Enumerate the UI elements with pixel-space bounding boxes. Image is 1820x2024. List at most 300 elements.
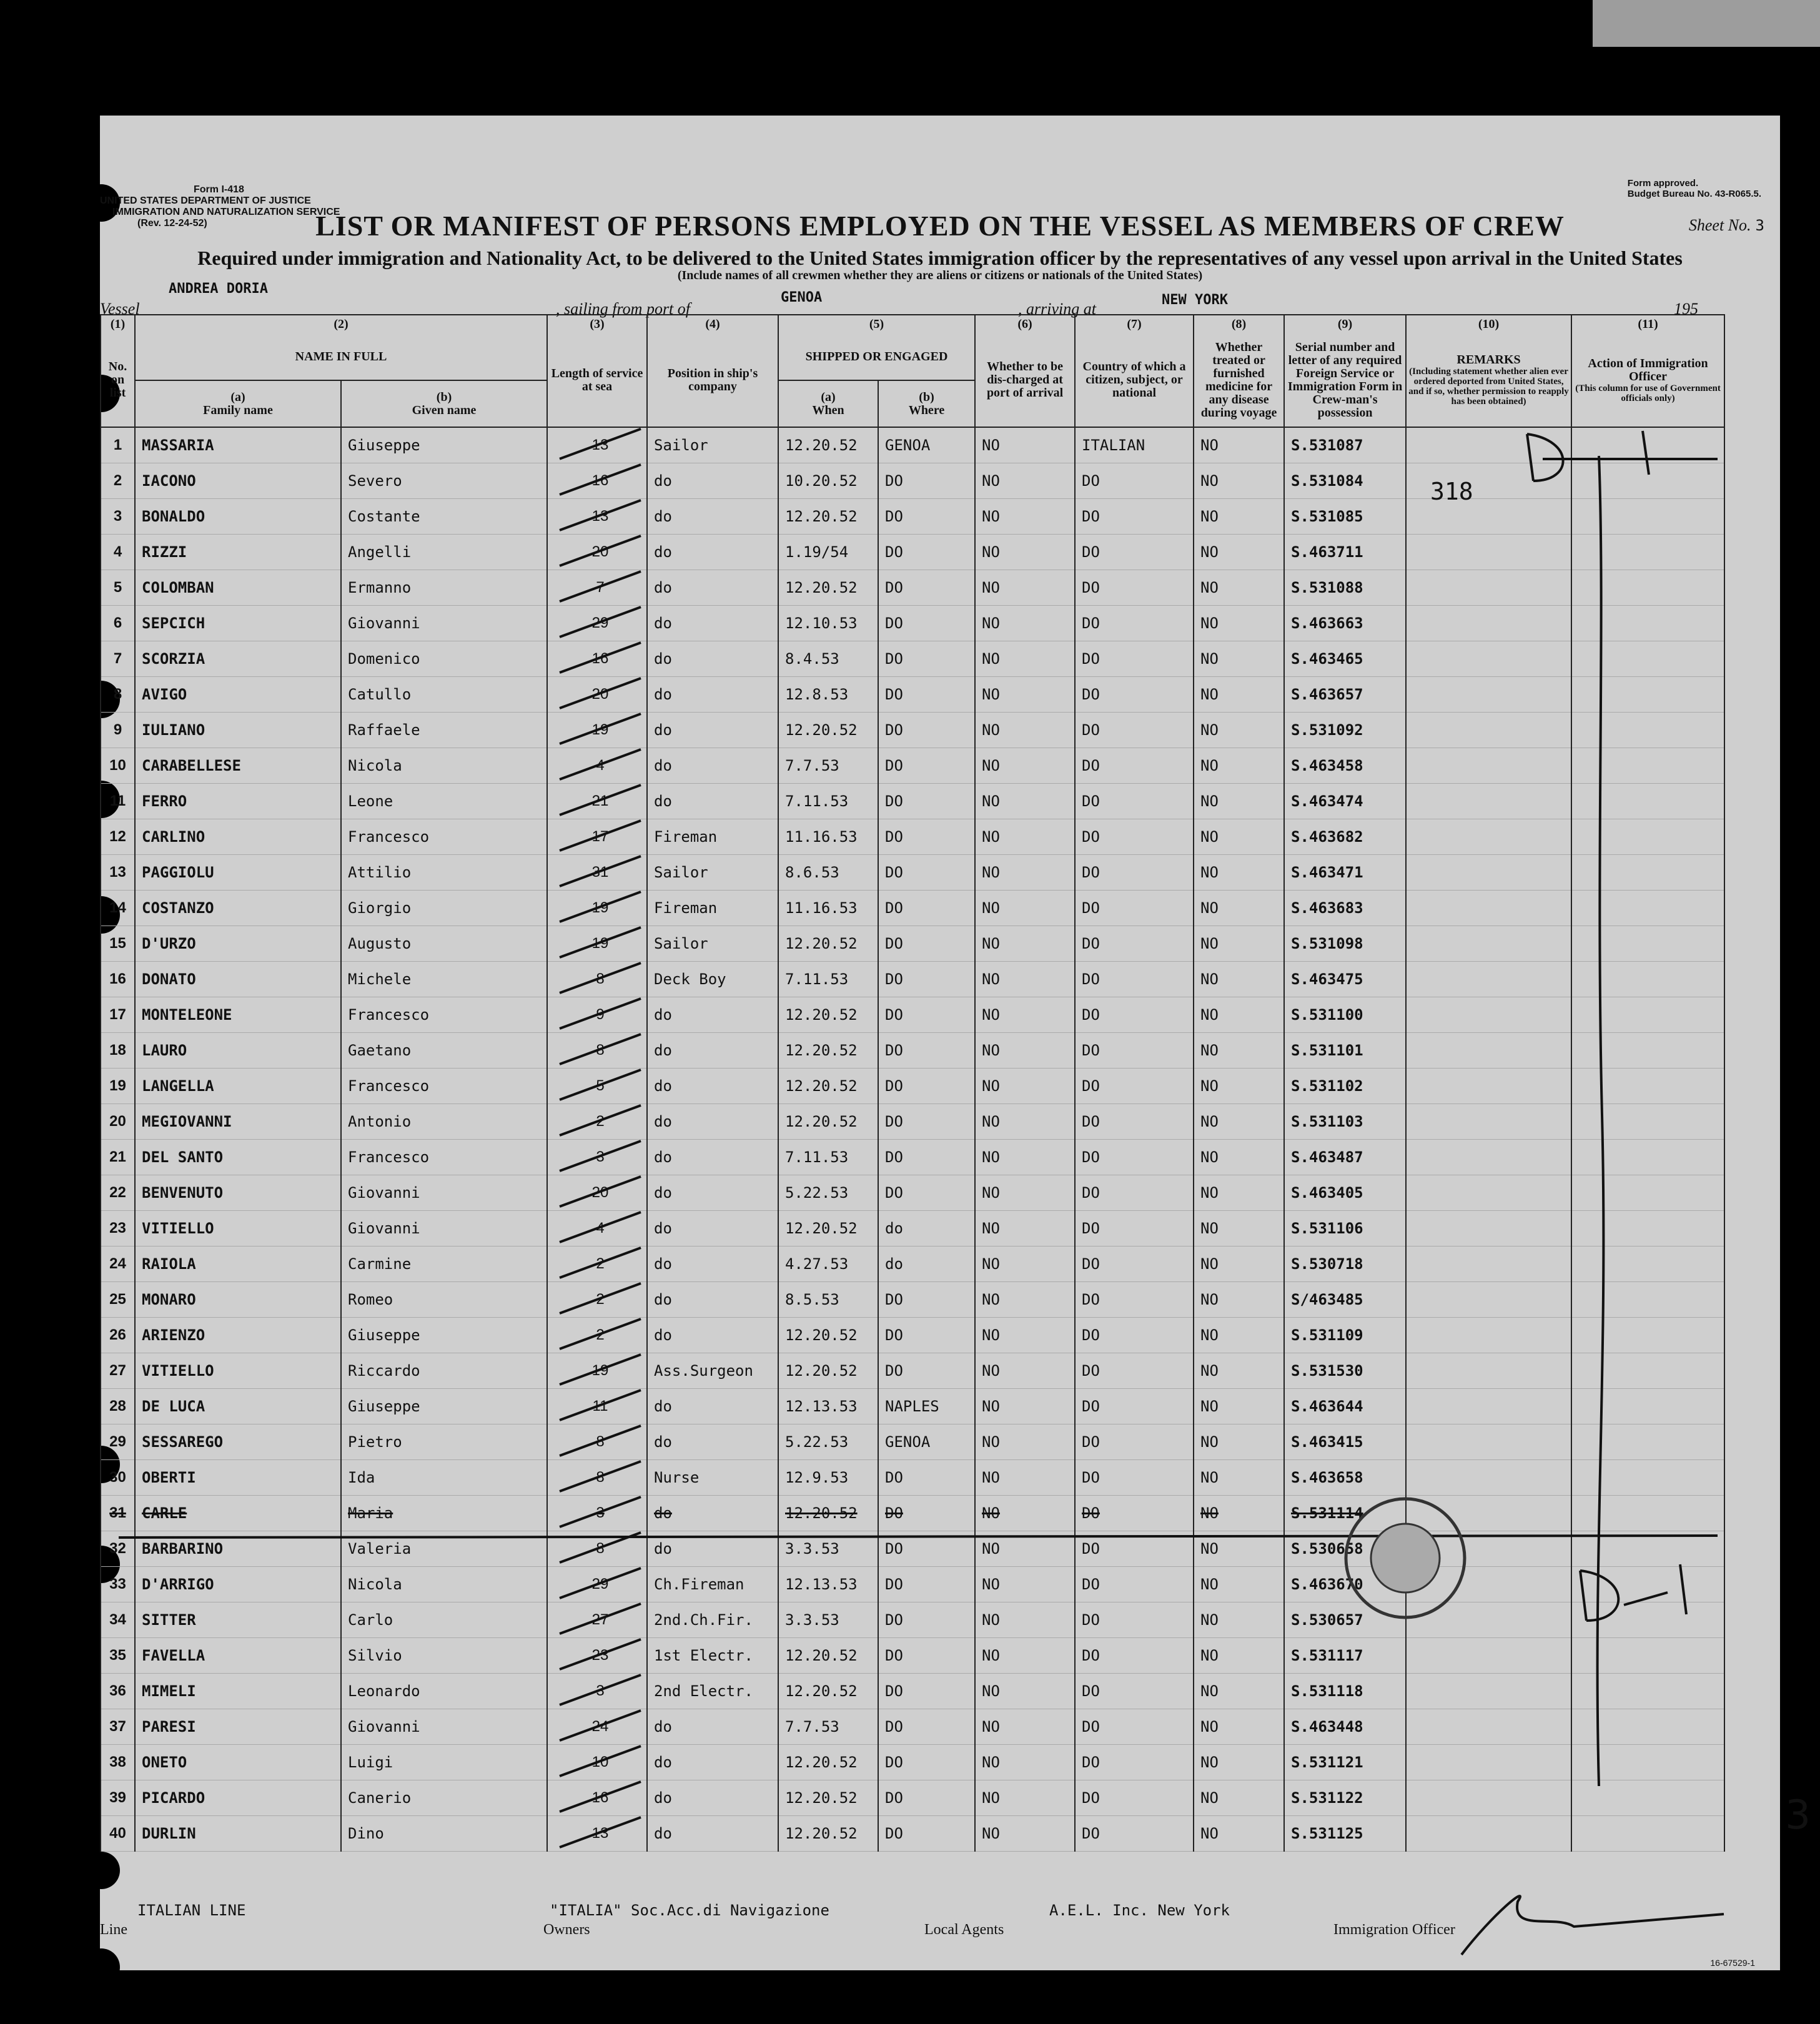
shipped-where: DO <box>878 1175 975 1211</box>
serial-number: S.463711 <box>1284 535 1406 570</box>
length-of-service: 3 <box>547 1140 647 1175</box>
crew-table <box>100 314 1725 1852</box>
remarks-cell <box>1406 606 1571 641</box>
given-name: Giovanni <box>341 1175 547 1211</box>
shipped-where: DO <box>878 1140 975 1175</box>
vessel-label: Vessel <box>100 300 140 318</box>
length-of-service: 8 <box>547 962 647 997</box>
row-number: 14 <box>101 891 135 926</box>
discharged: NO <box>975 1567 1075 1602</box>
remarks-cell <box>1406 1531 1571 1567</box>
shipped-when: 12.20.52 <box>778 1353 878 1389</box>
row-number: 31 <box>101 1496 135 1531</box>
country: DO <box>1075 1175 1194 1211</box>
given-name: Gaetano <box>341 1033 547 1069</box>
shipped-when: 12.8.53 <box>778 677 878 713</box>
treated: NO <box>1194 713 1284 748</box>
position: do <box>647 713 778 748</box>
position: do <box>647 997 778 1033</box>
country: DO <box>1075 819 1194 855</box>
given-name: Giovanni <box>341 1211 547 1246</box>
serial-number: S.530718 <box>1284 1246 1406 1282</box>
table-row <box>101 784 1724 819</box>
table-row <box>101 606 1724 641</box>
given-name: Augusto <box>341 926 547 962</box>
table-row <box>101 1353 1724 1389</box>
header-serial-number: Serial number and letter of any required Foreign Service or Immigration Form in Crew-man's possession <box>1284 333 1406 427</box>
given-name: Giuseppe <box>341 1318 547 1353</box>
shipped-when: 3.3.53 <box>778 1531 878 1567</box>
family-name: COSTANZO <box>135 891 341 926</box>
country: DO <box>1075 1460 1194 1496</box>
family-name: DE LUCA <box>135 1389 341 1424</box>
treated: NO <box>1194 1282 1284 1318</box>
col-num-11: (11) <box>1571 315 1724 333</box>
position: do <box>647 1816 778 1852</box>
remarks-cell <box>1406 1175 1571 1211</box>
remarks-cell <box>1406 713 1571 748</box>
col-num-6: (6) <box>975 315 1075 333</box>
length-of-service: 8 <box>547 1531 647 1567</box>
action-cell <box>1571 1531 1724 1567</box>
family-name: MEGIOVANNI <box>135 1104 341 1140</box>
discharged: NO <box>975 962 1075 997</box>
row-number: 38 <box>101 1745 135 1780</box>
remarks-cell <box>1406 997 1571 1033</box>
row-number: 19 <box>101 1069 135 1104</box>
remarks-cell <box>1406 748 1571 784</box>
shipped-where: do <box>878 1211 975 1246</box>
row-number: 29 <box>101 1424 135 1460</box>
family-name: MONARO <box>135 1282 341 1318</box>
serial-number: S.463465 <box>1284 641 1406 677</box>
treated: NO <box>1194 855 1284 891</box>
given-name: Giorgio <box>341 891 547 926</box>
remarks-cell <box>1406 962 1571 997</box>
row-number: 7 <box>101 641 135 677</box>
table-row <box>101 1709 1724 1745</box>
row-number: 32 <box>101 1531 135 1567</box>
country: DO <box>1075 1780 1194 1816</box>
serial-number: S.463475 <box>1284 962 1406 997</box>
row-number: 13 <box>101 855 135 891</box>
action-cell <box>1571 1638 1724 1674</box>
service-name: IMMIGRATION AND NATURALIZATION SERVICE <box>112 207 340 217</box>
serial-number: S.531103 <box>1284 1104 1406 1140</box>
treated: NO <box>1194 1460 1284 1496</box>
position: do <box>647 1175 778 1211</box>
col-num-8: (8) <box>1194 315 1284 333</box>
shipped-when: 12.20.52 <box>778 1674 878 1709</box>
action-cell <box>1571 1709 1724 1745</box>
table-row <box>101 1175 1724 1211</box>
serial-number: S.463683 <box>1284 891 1406 926</box>
shipped-when: 12.20.52 <box>778 1033 878 1069</box>
action-cell <box>1571 1389 1724 1424</box>
discharged: NO <box>975 463 1075 499</box>
crew-rows <box>101 427 1724 1852</box>
header-treated: Whether treated or furnished medicine for any disease during voyage <box>1194 333 1284 427</box>
shipped-when: 12.20.52 <box>778 427 878 463</box>
shipped-when: 12.20.52 <box>778 926 878 962</box>
position: do <box>647 1780 778 1816</box>
manifest-sheet <box>100 116 1780 1970</box>
discharged: NO <box>975 1460 1075 1496</box>
shipped-when: 3.3.53 <box>778 1602 878 1638</box>
country: DO <box>1075 1602 1194 1638</box>
country: DO <box>1075 1816 1194 1852</box>
country: DO <box>1075 748 1194 784</box>
country: DO <box>1075 962 1194 997</box>
serial-number: S.531098 <box>1284 926 1406 962</box>
table-row <box>101 1531 1724 1567</box>
shipped-where: DO <box>878 926 975 962</box>
serial-number: S.463471 <box>1284 855 1406 891</box>
family-name: PICARDO <box>135 1780 341 1816</box>
given-name: Riccardo <box>341 1353 547 1389</box>
remarks-cell <box>1406 891 1571 926</box>
sheet-value: 3 <box>1755 217 1764 234</box>
remarks-cell <box>1406 819 1571 855</box>
action-cell <box>1571 1602 1724 1638</box>
given-name: Silvio <box>341 1638 547 1674</box>
given-name: Maria <box>341 1496 547 1531</box>
shipped-where: DO <box>878 784 975 819</box>
serial-number: S.531117 <box>1284 1638 1406 1674</box>
row-number: 27 <box>101 1353 135 1389</box>
shipped-where: GENOA <box>878 427 975 463</box>
action-cell <box>1571 1353 1724 1389</box>
discharged: NO <box>975 1816 1075 1852</box>
action-subtitle: (This column for use of Government officials only) <box>1575 383 1721 403</box>
country: DO <box>1075 1674 1194 1709</box>
shipped-where: DO <box>878 1638 975 1674</box>
remarks-cell <box>1406 427 1571 463</box>
country: DO <box>1075 1033 1194 1069</box>
table-row <box>101 1638 1724 1674</box>
length-of-service: 27 <box>547 1602 647 1638</box>
punch-hole <box>100 1852 120 1889</box>
table-row <box>101 1816 1724 1852</box>
discharged: NO <box>975 427 1075 463</box>
shipped-when: 12.20.52 <box>778 1104 878 1140</box>
shipped-when: 7.7.53 <box>778 1709 878 1745</box>
family-name: MONTELEONE <box>135 997 341 1033</box>
position: Fireman <box>647 819 778 855</box>
remarks-cell <box>1406 535 1571 570</box>
treated: NO <box>1194 641 1284 677</box>
action-cell <box>1571 1140 1724 1175</box>
given-name: Nicola <box>341 1567 547 1602</box>
header-when <box>778 380 878 427</box>
treated: NO <box>1194 677 1284 713</box>
country: DO <box>1075 891 1194 926</box>
position: Ass.Surgeon <box>647 1353 778 1389</box>
serial-number: S.531121 <box>1284 1745 1406 1780</box>
requirement-text: Required under immigration and Nationality Act, to be delivered to the United States immigration officer by the representatives of any vessel upon arrival in the United States <box>197 247 1683 269</box>
action-cell <box>1571 997 1724 1033</box>
treated: NO <box>1194 784 1284 819</box>
length-of-service: 8 <box>547 1460 647 1496</box>
row-number: 17 <box>101 997 135 1033</box>
remarks-cell <box>1406 1460 1571 1496</box>
remarks-cell <box>1406 1780 1571 1816</box>
given-name: Attilio <box>341 855 547 891</box>
shipped-where: DO <box>878 1496 975 1531</box>
table-row <box>101 819 1724 855</box>
table-row <box>101 1069 1724 1104</box>
action-cell <box>1571 1069 1724 1104</box>
family-name: IULIANO <box>135 713 341 748</box>
treated: NO <box>1194 1424 1284 1460</box>
given-name: Pietro <box>341 1424 547 1460</box>
family-label: Family name <box>203 403 273 417</box>
table-row <box>101 1246 1724 1282</box>
shipped-where: DO <box>878 1069 975 1104</box>
header-discharged: Whether to be dis-charged at port of arrival <box>975 333 1075 427</box>
family-name: FAVELLA <box>135 1638 341 1674</box>
page-title: LIST OR MANIFEST OF PERSONS EMPLOYED ON THE VESSEL AS MEMBERS OF CREW <box>315 210 1565 242</box>
row-number: 37 <box>101 1709 135 1745</box>
shipped-where: DO <box>878 677 975 713</box>
serial-number: S.530657 <box>1284 1602 1406 1638</box>
table-row <box>101 641 1724 677</box>
length-of-service: 19 <box>547 1353 647 1389</box>
family-name: SCORZIA <box>135 641 341 677</box>
country: DO <box>1075 1282 1194 1318</box>
length-of-service: 2 <box>547 1246 647 1282</box>
discharged: NO <box>975 819 1075 855</box>
remarks-cell <box>1406 641 1571 677</box>
position: do <box>647 748 778 784</box>
position: Sailor <box>647 855 778 891</box>
action-cell <box>1571 855 1724 891</box>
remarks-cell <box>1406 1602 1571 1638</box>
position: do <box>647 1282 778 1318</box>
action-cell <box>1571 677 1724 713</box>
shipped-where: DO <box>878 535 975 570</box>
action-cell <box>1571 1282 1724 1318</box>
remarks-cell <box>1406 1496 1571 1531</box>
action-cell <box>1571 499 1724 535</box>
given-name: Angelli <box>341 535 547 570</box>
country: DO <box>1075 713 1194 748</box>
country: DO <box>1075 1353 1194 1389</box>
discharged: NO <box>975 1638 1075 1674</box>
action-cell <box>1571 1424 1724 1460</box>
remarks-cell <box>1406 1353 1571 1389</box>
row-number: 11 <box>101 784 135 819</box>
action-cell <box>1571 1460 1724 1496</box>
shipped-where: DO <box>878 1602 975 1638</box>
remarks-handwritten-note: 318 <box>1430 478 1473 505</box>
family-name: SITTER <box>135 1602 341 1638</box>
footer <box>100 1902 1780 1939</box>
shipped-when: 12.20.52 <box>778 713 878 748</box>
action-cell <box>1571 962 1724 997</box>
family-name: VITIELLO <box>135 1211 341 1246</box>
when-letter: (a) <box>821 390 836 404</box>
family-name: AVIGO <box>135 677 341 713</box>
shipped-where: DO <box>878 819 975 855</box>
agents-label: Local Agents <box>924 1922 1004 1938</box>
remarks-cell <box>1406 570 1571 606</box>
where-letter: (b) <box>919 390 934 404</box>
serial-number: S.463458 <box>1284 748 1406 784</box>
length-of-service: 31 <box>547 855 647 891</box>
serial-number: S.463657 <box>1284 677 1406 713</box>
shipped-when: 12.13.53 <box>778 1567 878 1602</box>
col-num-9: (9) <box>1284 315 1406 333</box>
serial-number: S.531101 <box>1284 1033 1406 1069</box>
serial-number: S.531114 <box>1284 1496 1406 1531</box>
given-name: Francesco <box>341 1069 547 1104</box>
col-num-5: (5) <box>778 315 975 333</box>
arriving-label: , arriving at <box>1018 300 1096 318</box>
header-no-on-list: No. on list <box>101 333 135 427</box>
serial-number: S.463682 <box>1284 819 1406 855</box>
action-title: Action of Immigration Officer <box>1588 356 1708 383</box>
family-letter: (a) <box>230 390 245 404</box>
table-row <box>101 1602 1724 1638</box>
row-number: 40 <box>101 1816 135 1852</box>
country: DO <box>1075 570 1194 606</box>
shipped-when: 5.22.53 <box>778 1175 878 1211</box>
serial-number: S.463405 <box>1284 1175 1406 1211</box>
action-cell <box>1571 748 1724 784</box>
shipped-where: DO <box>878 1674 975 1709</box>
given-name: Michele <box>341 962 547 997</box>
discharged: NO <box>975 677 1075 713</box>
row-number: 24 <box>101 1246 135 1282</box>
table-row <box>101 499 1724 535</box>
discharged: NO <box>975 1140 1075 1175</box>
shipped-when: 12.20.52 <box>778 499 878 535</box>
shipped-when: 7.11.53 <box>778 1140 878 1175</box>
family-name: RAIOLA <box>135 1246 341 1282</box>
length-of-service: 23 <box>547 1638 647 1674</box>
shipped-where: DO <box>878 713 975 748</box>
remarks-subtitle: (Including statement whether alien ever ordered deported from United States, and if so, whether permission to reapply has been obtained) <box>1408 367 1569 407</box>
serial-number: S.463415 <box>1284 1424 1406 1460</box>
discharged: NO <box>975 1780 1075 1816</box>
table-row <box>101 1424 1724 1460</box>
given-name: Romeo <box>341 1282 547 1318</box>
shipped-when: 8.6.53 <box>778 855 878 891</box>
shipped-where: DO <box>878 1816 975 1852</box>
length-of-service: 29 <box>547 1567 647 1602</box>
treated: NO <box>1194 926 1284 962</box>
serial-number: S.530658 <box>1284 1531 1406 1567</box>
row-number: 36 <box>101 1674 135 1709</box>
table-row <box>101 1033 1724 1069</box>
discharged: NO <box>975 606 1075 641</box>
remarks-cell <box>1406 1424 1571 1460</box>
remarks-title: REMARKS <box>1456 353 1521 367</box>
family-name: SEPCICH <box>135 606 341 641</box>
shipped-where: DO <box>878 1353 975 1389</box>
shipped-where: DO <box>878 891 975 926</box>
country: DO <box>1075 1638 1194 1674</box>
discharged: NO <box>975 1175 1075 1211</box>
position: do <box>647 499 778 535</box>
shipped-when: 11.16.53 <box>778 891 878 926</box>
approval-note <box>1628 178 1761 199</box>
department-name: UNITED STATES DEPARTMENT OF JUSTICE <box>100 195 311 206</box>
header-position: Position in ship's company <box>647 333 778 427</box>
country: DO <box>1075 1389 1194 1424</box>
treated: NO <box>1194 1496 1284 1531</box>
discharged: NO <box>975 1353 1075 1389</box>
length-of-service: 7 <box>547 570 647 606</box>
shipped-where: DO <box>878 1531 975 1567</box>
col-num-7: (7) <box>1075 315 1194 333</box>
serial-number: S.531106 <box>1284 1211 1406 1246</box>
shipped-where: DO <box>878 570 975 606</box>
table-row <box>101 535 1724 570</box>
row-number: 8 <box>101 677 135 713</box>
country: DO <box>1075 1709 1194 1745</box>
serial-number: S.463474 <box>1284 784 1406 819</box>
family-name: DONATO <box>135 962 341 997</box>
remarks-cell <box>1406 1567 1571 1602</box>
remarks-cell <box>1406 1033 1571 1069</box>
length-of-service: 19 <box>547 713 647 748</box>
given-name: Francesco <box>341 1140 547 1175</box>
table-row <box>101 1780 1724 1816</box>
shipped-when: 12.20.52 <box>778 1638 878 1674</box>
length-of-service: 5 <box>547 1069 647 1104</box>
treated: NO <box>1194 1602 1284 1638</box>
page-number: 3 <box>1785 1792 1811 1839</box>
table-row <box>101 962 1724 997</box>
position: Sailor <box>647 926 778 962</box>
shipped-where: DO <box>878 606 975 641</box>
shipped-when: 12.20.52 <box>778 1318 878 1353</box>
serial-number: S/463485 <box>1284 1282 1406 1318</box>
table-row <box>101 713 1724 748</box>
position: Fireman <box>647 891 778 926</box>
given-name: Antonio <box>341 1104 547 1140</box>
position: 2nd Electr. <box>647 1674 778 1709</box>
given-name: Giuseppe <box>341 1389 547 1424</box>
shipped-where: DO <box>878 1033 975 1069</box>
treated: NO <box>1194 891 1284 926</box>
action-cell <box>1571 1780 1724 1816</box>
position: do <box>647 1389 778 1424</box>
shipped-where: DO <box>878 962 975 997</box>
position: 1st Electr. <box>647 1638 778 1674</box>
row-number: 33 <box>101 1567 135 1602</box>
discharged: NO <box>975 1424 1075 1460</box>
family-name: MASSARIA <box>135 427 341 463</box>
length-of-service: 13 <box>547 499 647 535</box>
position: do <box>647 1531 778 1567</box>
remarks-cell <box>1406 1674 1571 1709</box>
country: DO <box>1075 499 1194 535</box>
discharged: NO <box>975 1709 1075 1745</box>
treated: NO <box>1194 1069 1284 1104</box>
position: do <box>647 570 778 606</box>
shipped-where: DO <box>878 1104 975 1140</box>
table-row <box>101 1674 1724 1709</box>
treated: NO <box>1194 1033 1284 1069</box>
agents-value: A.E.L. Inc. New York <box>1049 1902 1230 1919</box>
row-number: 1 <box>101 427 135 463</box>
position: do <box>647 1424 778 1460</box>
treated: NO <box>1194 427 1284 463</box>
table-row <box>101 1104 1724 1140</box>
